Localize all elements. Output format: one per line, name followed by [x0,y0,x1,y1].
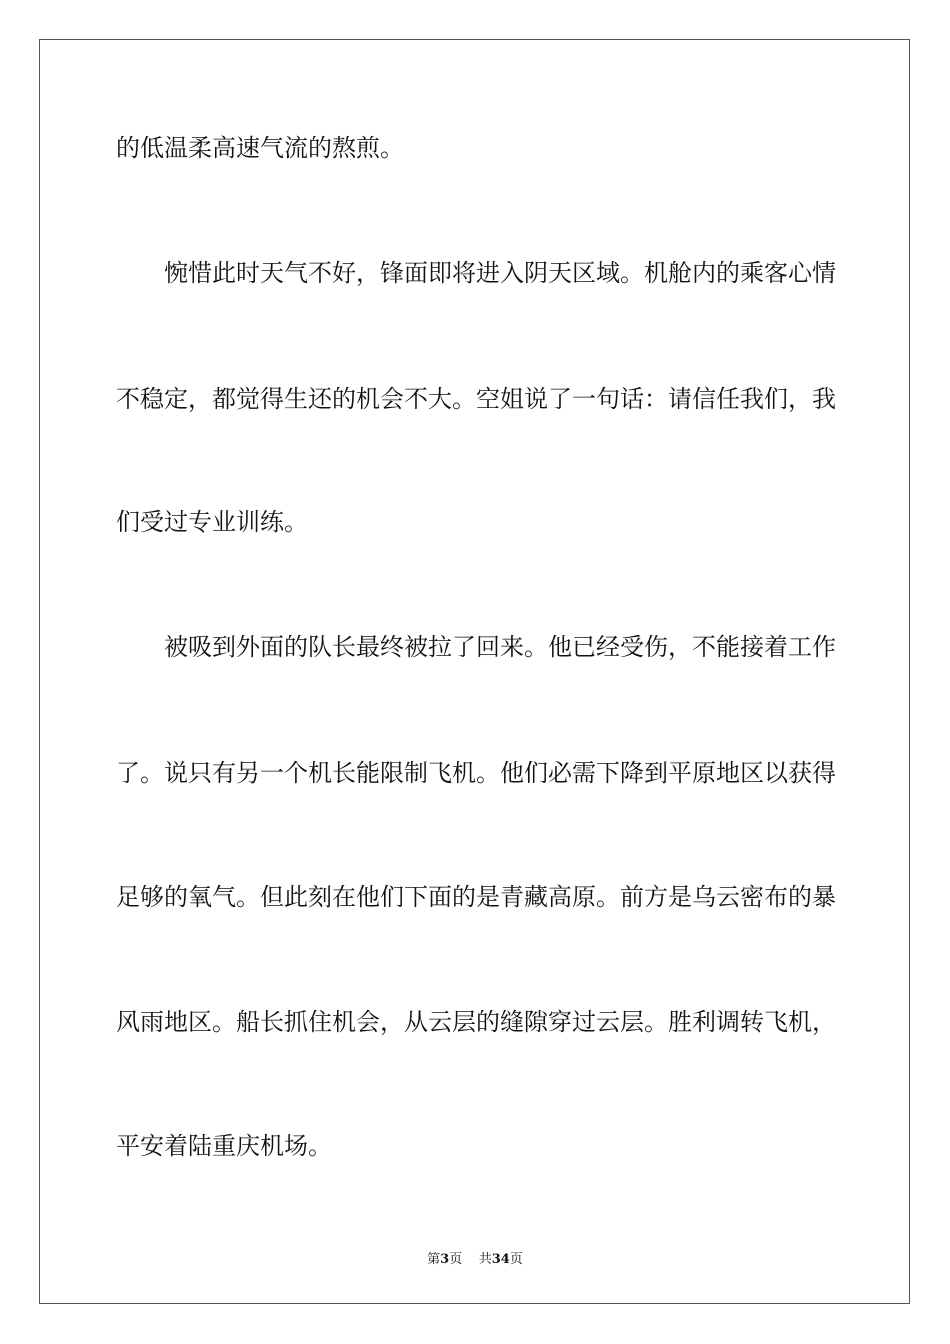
text-line-1: 的低温柔高速气流的熬煎。 [116,134,404,162]
page-suffix: 页 [449,1252,463,1267]
page-border [39,39,910,1304]
total-suffix: 页 [509,1252,523,1267]
text-line-6: 了。说只有另一个机长能限制飞机。他们必需下降到平原地区以获得 [116,759,836,787]
text-line-8: 风雨地区。船长抓住机会，从云层的缝隙穿过云层。胜利调转飞机， [116,1008,836,1036]
total-prefix: 共 [478,1252,492,1267]
total-pages: 34 [491,1252,510,1267]
text-line-7: 足够的氧气。但此刻在他们下面的是青藏高原。前方是乌云密布的暴 [116,883,836,911]
text-line-2: 惋惜此时天气不好，锋面即将进入阴天区域。机舱内的乘客心情 [116,259,836,287]
page-prefix: 第 [427,1252,441,1267]
text-line-5: 被吸到外面的队长最终被拉了回来。他已经受伤，不能接着工作 [116,633,836,661]
text-line-9: 平安着陆重庆机场。 [116,1132,332,1160]
page-number: 3 [440,1252,450,1267]
text-line-4: 们受过专业训练。 [116,508,308,536]
page-footer [0,1248,950,1267]
text-line-3: 不稳定，都觉得生还的机会不大。空姐说了一句话：请信任我们，我 [116,385,836,413]
